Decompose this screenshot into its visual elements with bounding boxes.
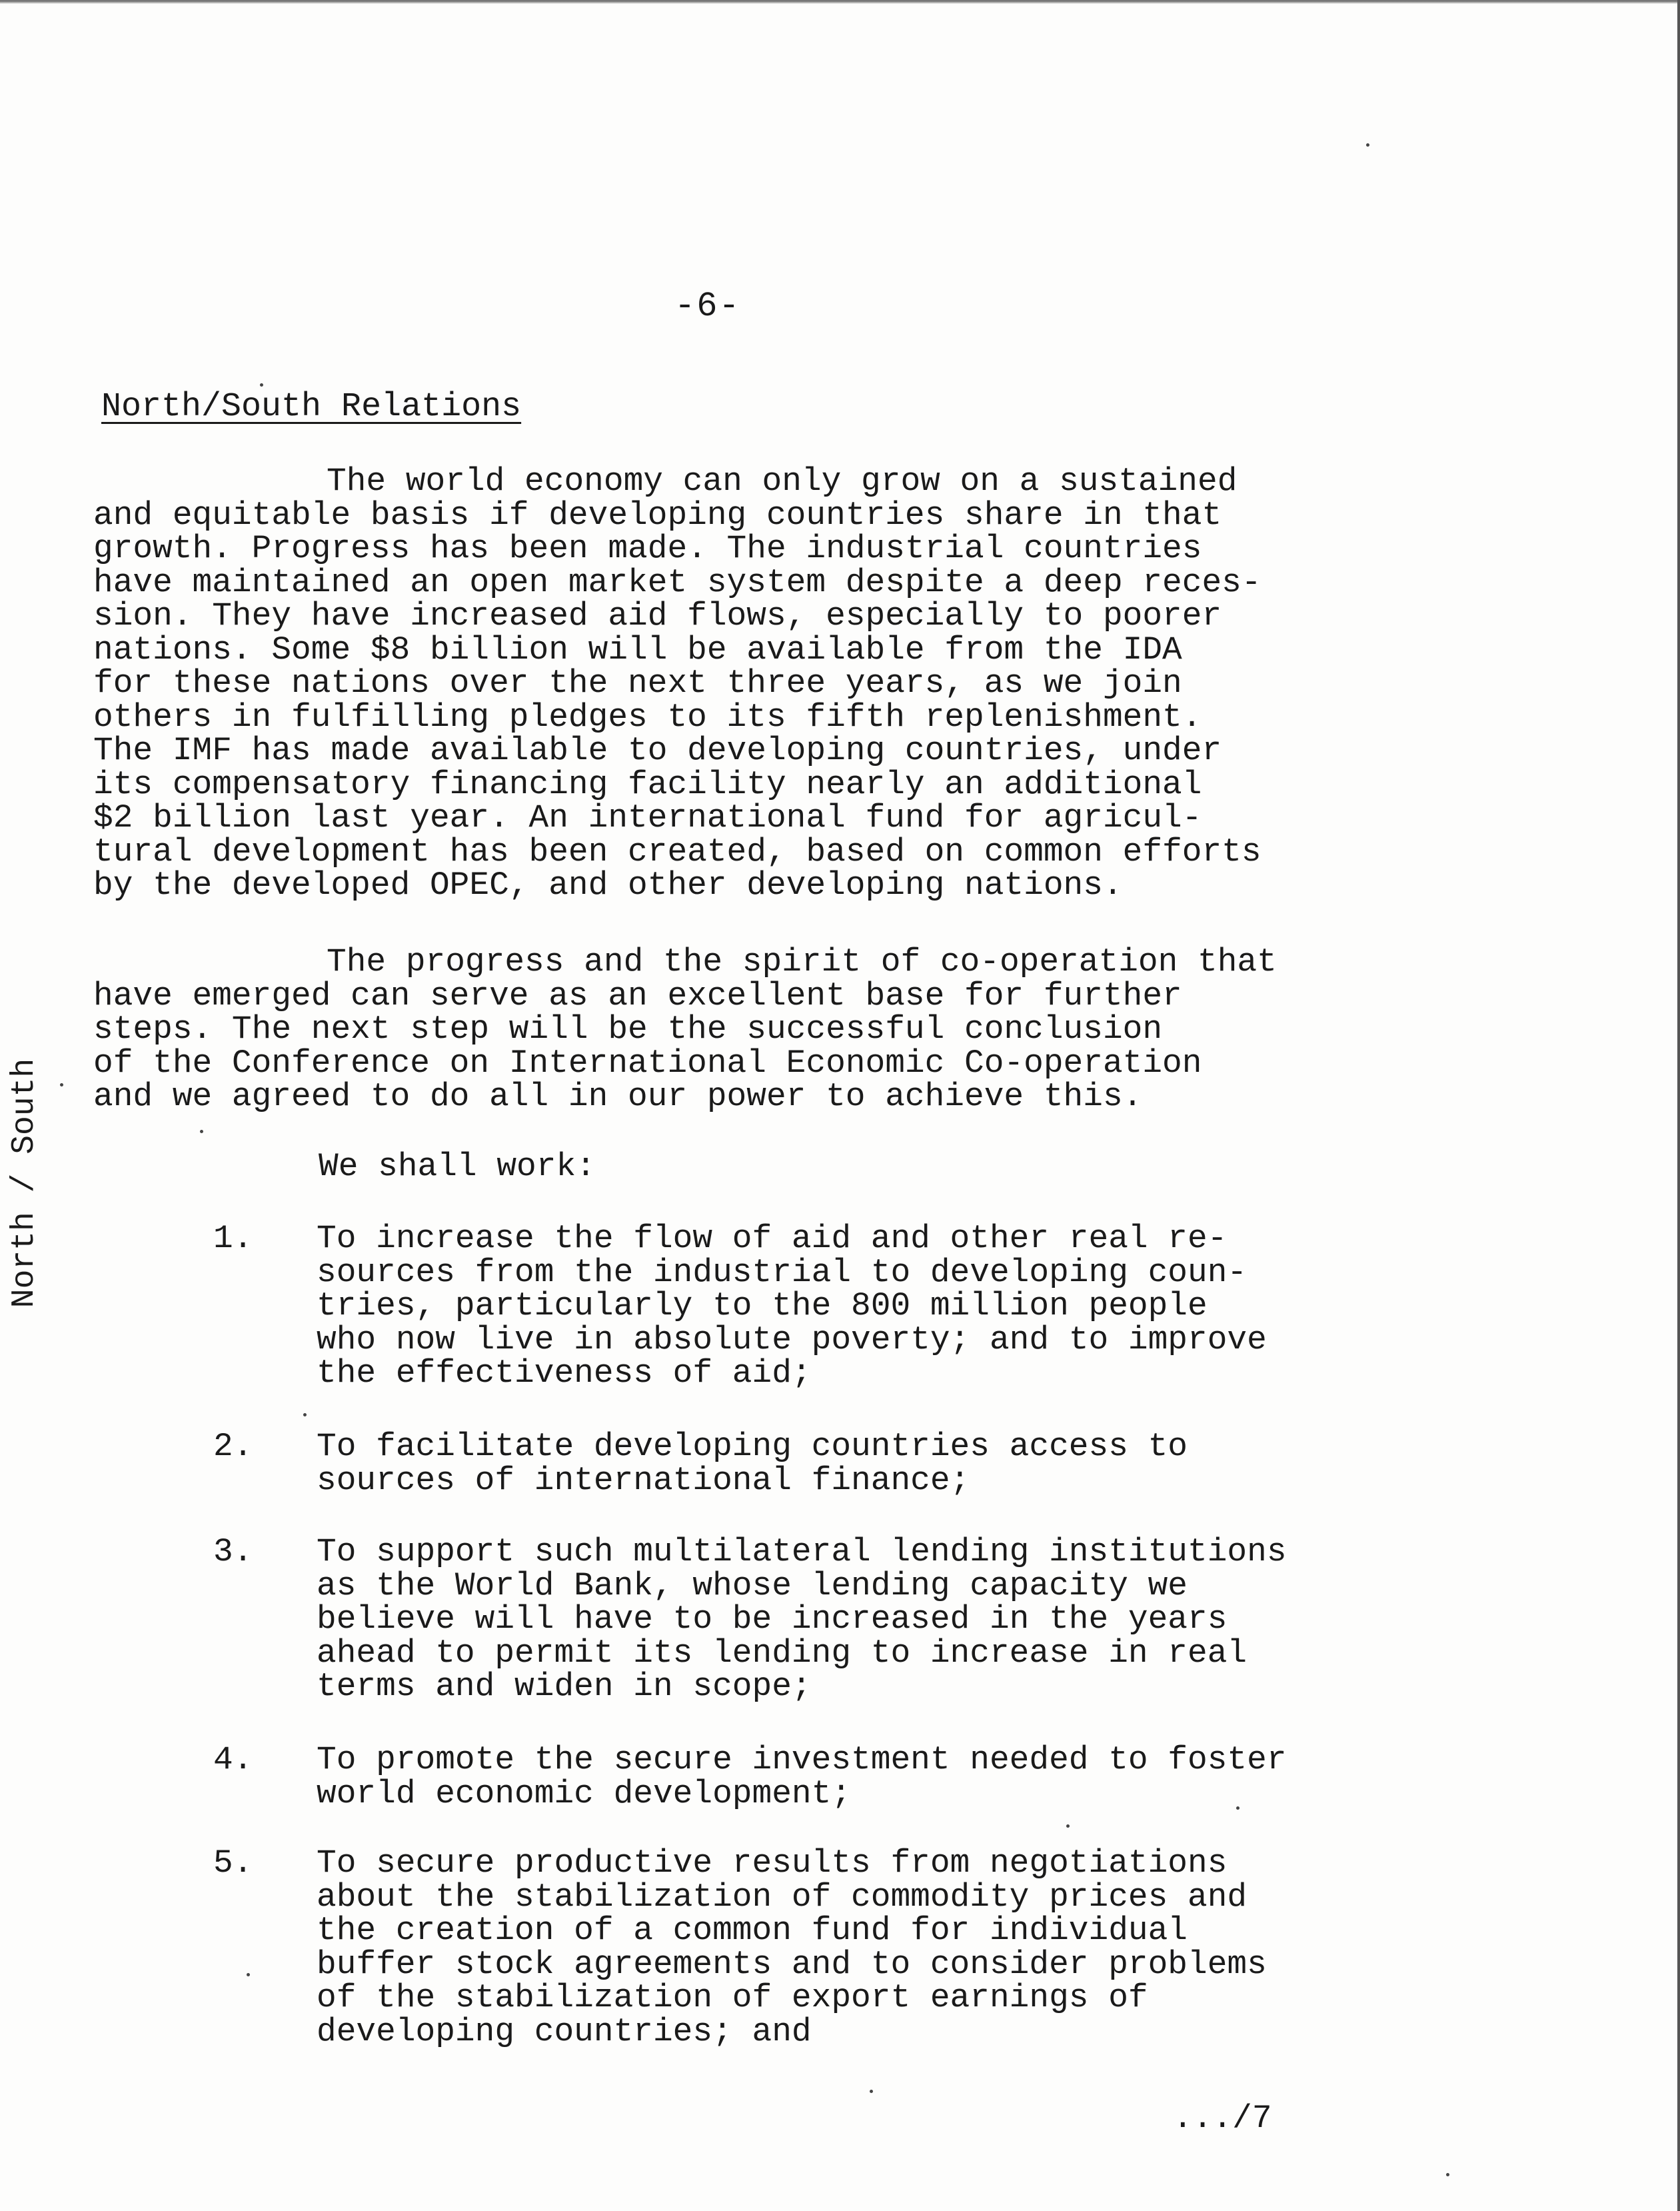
- list-item-line: as the World Bank, whose lending capacity we: [317, 1566, 1188, 1604]
- page-top-edge: [0, 0, 1680, 4]
- scan-speck: [1366, 143, 1369, 147]
- list-item-line: believe will have to be increased in the years: [317, 1600, 1228, 1638]
- list-item-text: [317, 1743, 1287, 1810]
- scan-speck: [1236, 1806, 1240, 1810]
- list-item-line: who now live in absolute poverty; and to improve: [317, 1320, 1267, 1358]
- list-item-number: 3.: [213, 1533, 253, 1570]
- paragraph-1: [93, 465, 1346, 903]
- list-item-line: buffer stock agreements and to consider problems: [317, 1945, 1267, 1983]
- paragraph-line: others in fulfilling pledges to its fifth replenishment.: [93, 698, 1202, 736]
- list-item-line: To support such multilateral lending institutions: [317, 1533, 1287, 1570]
- paragraph-line: steps. The next step will be the successful conclusion: [93, 1011, 1163, 1048]
- paragraph-line: have maintained an open market system despite a deep reces-: [93, 563, 1261, 601]
- paragraph-line: The IMF has made available to developing countries, under: [93, 732, 1222, 769]
- paragraph-line: and equitable basis if developing countries share in that: [93, 496, 1222, 534]
- paragraph-line: of the Conference on International Economic Co-operation: [93, 1044, 1202, 1082]
- list-item-line: To promote the secure investment needed to foster: [317, 1741, 1287, 1778]
- scan-speck: [870, 2090, 873, 2093]
- scan-speck: [200, 1130, 203, 1133]
- paragraph-line: and we agreed to do all in our power to achieve this.: [93, 1078, 1143, 1115]
- page-number: -6-: [674, 287, 741, 326]
- section-heading: North/South Relations: [101, 388, 522, 426]
- margin-note: North / South: [7, 1058, 43, 1308]
- paragraph-line: tural development has been created, based on common efforts: [93, 833, 1261, 871]
- paragraph-line: by the developed OPEC, and other developing nations.: [93, 867, 1123, 904]
- paragraph-2: [93, 945, 1346, 1114]
- list-item-number: 2.: [213, 1428, 253, 1465]
- list-item-text: [317, 1535, 1287, 1704]
- list-item-line: the effectiveness of aid;: [317, 1354, 812, 1392]
- paragraph-line: sion. They have increased aid flows, especially to poorer: [93, 597, 1222, 635]
- page-right-edge: [1677, 0, 1680, 2211]
- list-item-line: terms and widen in scope;: [317, 1668, 812, 1705]
- list-item-line: the creation of a common fund for individual: [317, 1912, 1188, 1949]
- list-item-text: [317, 1846, 1267, 2048]
- scan-speck: [60, 1083, 63, 1087]
- paragraph-line: nations. Some $8 billion will be available from the IDA: [93, 631, 1182, 669]
- paragraph-line: for these nations over the next three years, as we join: [93, 665, 1182, 702]
- list-item-number: 1.: [213, 1220, 253, 1257]
- list-item-number: 4.: [213, 1741, 253, 1778]
- list-item-number: 5.: [213, 1844, 253, 1882]
- list-item-line: To secure productive results from negotiations: [317, 1844, 1228, 1882]
- list-item-line: sources of international finance;: [317, 1461, 970, 1499]
- scan-speck: [1446, 2173, 1449, 2176]
- list-item-line: of the stabilization of export earnings of: [317, 1979, 1148, 2016]
- list-item-line: ahead to permit its lending to increase in real: [317, 1634, 1248, 1672]
- list-item-line: tries, particularly to the 800 million people: [317, 1287, 1208, 1324]
- list-item-line: developing countries; and: [317, 2012, 812, 2050]
- list-item-text: [317, 1430, 1188, 1497]
- scan-speck: [260, 383, 263, 387]
- list-item-line: about the stabilization of commodity prices and: [317, 1878, 1248, 1916]
- paragraph-line: its compensatory financing facility nearly an additional: [93, 765, 1202, 803]
- list-item-line: To increase the flow of aid and other real re-: [317, 1220, 1228, 1257]
- list-intro: We shall work:: [319, 1148, 596, 1185]
- paragraph-line: have emerged can serve as an excellent base for further: [93, 977, 1182, 1015]
- list-item-line: To facilitate developing countries access to: [317, 1428, 1188, 1465]
- scan-speck: [303, 1413, 307, 1416]
- list-item-text: [317, 1222, 1267, 1390]
- paragraph-line: The world economy can only grow on a sustained: [327, 463, 1238, 500]
- paragraph-line: growth. Progress has been made. The industrial countries: [93, 530, 1202, 567]
- paragraph-line: The progress and the spirit of co-operation that: [327, 943, 1277, 981]
- paragraph-line: $2 billion last year. An international fund for agricul-: [93, 799, 1202, 837]
- continuation-marker: .../7: [1173, 2100, 1272, 2137]
- scan-speck: [1066, 1824, 1070, 1828]
- scan-speck: [247, 1973, 250, 1976]
- list-item-line: world economic development;: [317, 1774, 852, 1812]
- list-item-line: sources from the industrial to developing coun-: [317, 1253, 1248, 1291]
